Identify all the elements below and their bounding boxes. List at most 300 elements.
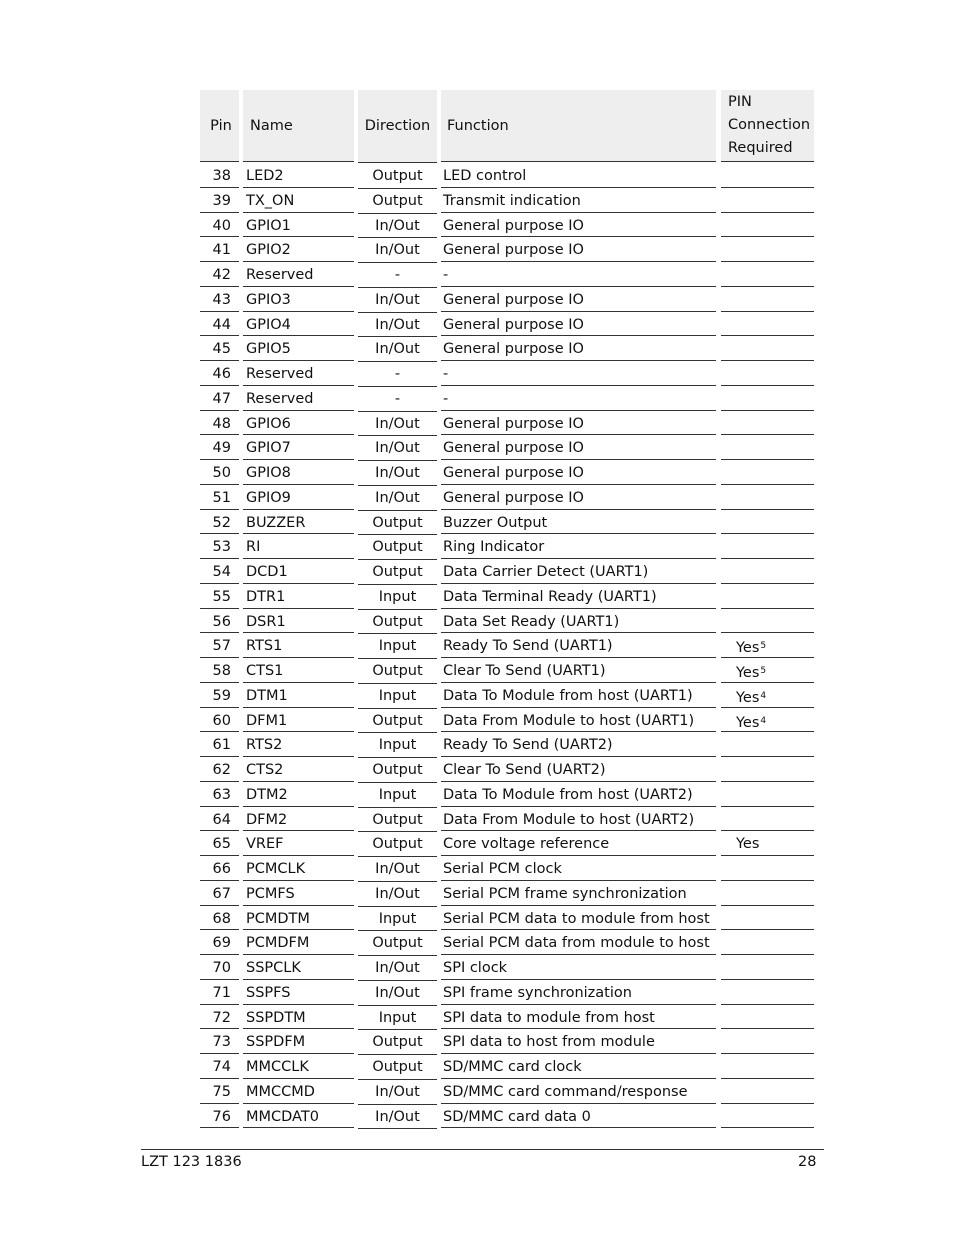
- name-cell-text: GPIO2: [246, 242, 291, 259]
- function-cell: [441, 1030, 716, 1054]
- name-cell-text: RI: [246, 539, 261, 556]
- table-row: [200, 956, 814, 981]
- function-cell: [441, 832, 716, 856]
- required-cell: [721, 585, 814, 609]
- direction-cell: [358, 535, 437, 560]
- direction-cell-text: In/Out: [375, 984, 420, 1001]
- function-cell-text: SD/MMC card data 0: [443, 1108, 591, 1125]
- required-cell: [721, 560, 814, 584]
- direction-cell: [358, 263, 437, 288]
- required-cell: [721, 238, 814, 262]
- function-cell-text: Ready To Send (UART1): [443, 638, 613, 655]
- function-cell-text: Core voltage reference: [443, 836, 610, 853]
- direction-cell-text: Output: [372, 712, 423, 729]
- required-cell: [721, 857, 814, 881]
- direction-cell: [358, 931, 437, 956]
- name-cell-text: PCMFS: [246, 885, 295, 902]
- function-cell-text: Clear To Send (UART1): [443, 663, 606, 679]
- direction-cell-text: Output: [372, 613, 423, 630]
- function-cell-text: Data Carrier Detect (UART1): [443, 564, 649, 580]
- function-cell-text: -: [443, 267, 449, 283]
- name-cell: [243, 956, 354, 980]
- function-cell: [441, 907, 716, 931]
- name-cell-text: Reserved: [246, 267, 314, 283]
- function-cell-text: General purpose IO: [443, 465, 584, 481]
- direction-cell-text: Input: [378, 687, 417, 704]
- name-cell: [243, 511, 354, 535]
- required-cell-text: Yes: [736, 836, 760, 853]
- table-row: [200, 1030, 814, 1055]
- name-cell: [243, 907, 354, 931]
- footnote-marker: 5: [760, 666, 767, 676]
- name-cell-text: PCMDFM: [246, 935, 310, 952]
- function-cell: [441, 783, 716, 807]
- required-cell: [721, 313, 814, 337]
- pin-cell-text: 43: [212, 291, 231, 308]
- required-cell: [721, 511, 814, 535]
- direction-cell: [358, 1105, 437, 1130]
- pin-cell: [200, 387, 239, 411]
- direction-cell-text: Input: [378, 910, 417, 927]
- name-cell: [243, 659, 354, 683]
- name-cell-text: MMCCLK: [246, 1059, 309, 1075]
- function-cell: [441, 659, 716, 683]
- pin-cell-text: 70: [212, 960, 231, 976]
- pin-cell: [200, 733, 239, 757]
- pin-cell-text: 46: [212, 366, 231, 382]
- function-cell: [441, 882, 716, 906]
- name-cell: [243, 758, 354, 782]
- required-cell: [721, 783, 814, 807]
- function-cell: [441, 610, 716, 634]
- table-row: [200, 1055, 814, 1080]
- pin-cell: [200, 585, 239, 609]
- required-cell: [721, 1030, 814, 1054]
- direction-cell: [358, 783, 437, 808]
- function-cell: [441, 684, 716, 708]
- function-cell-text: General purpose IO: [443, 489, 584, 506]
- pin-cell: [200, 1080, 239, 1104]
- direction-cell-text: Output: [372, 836, 423, 853]
- direction-cell: [358, 1055, 437, 1080]
- direction-cell-text: Output: [372, 564, 423, 580]
- function-cell-text: Clear To Send (UART2): [443, 762, 606, 778]
- direction-cell-text: In/Out: [375, 1108, 420, 1125]
- pin-cell: [200, 808, 239, 832]
- table-row: [200, 907, 814, 932]
- pin-cell: [200, 981, 239, 1005]
- function-cell-text: General purpose IO: [443, 242, 584, 259]
- direction-cell: [358, 981, 437, 1006]
- table-row: [200, 461, 814, 486]
- direction-cell-text: Output: [372, 192, 423, 209]
- function-cell: [441, 486, 716, 510]
- direction-cell: [358, 659, 437, 684]
- name-cell-text: MMCDAT0: [246, 1108, 319, 1125]
- pin-cell: [200, 486, 239, 510]
- name-cell: [243, 1030, 354, 1054]
- pin-cell: [200, 1030, 239, 1054]
- name-cell: [243, 164, 354, 188]
- required-cell: [721, 1105, 814, 1129]
- table-row: [200, 709, 814, 734]
- table-row: [200, 412, 814, 437]
- pin-cell: [200, 337, 239, 361]
- pin-cell: [200, 1105, 239, 1129]
- document-id: LZT 123 1836: [141, 1154, 242, 1170]
- pin-cell-text: 51: [212, 489, 231, 506]
- direction-cell: [358, 238, 437, 263]
- name-cell: [243, 1006, 354, 1030]
- name-cell: [243, 461, 354, 485]
- direction-cell: [358, 189, 437, 214]
- function-cell: [441, 214, 716, 238]
- pin-cell: [200, 263, 239, 287]
- name-cell-text: LED2: [246, 168, 284, 184]
- required-cell: [721, 684, 814, 708]
- pin-table: [200, 90, 814, 1129]
- name-cell: [243, 337, 354, 361]
- required-cell: [721, 164, 814, 188]
- pin-cell: [200, 189, 239, 213]
- table-row: [200, 783, 814, 808]
- name-cell-text: RTS2: [246, 737, 283, 754]
- name-cell-text: DSR1: [246, 613, 286, 630]
- pin-cell: [200, 436, 239, 460]
- direction-cell: [358, 288, 437, 313]
- table-row: [200, 832, 814, 857]
- pin-cell: [200, 313, 239, 337]
- function-cell: [441, 1105, 716, 1129]
- function-cell: [441, 808, 716, 832]
- function-cell: [441, 313, 716, 337]
- function-cell-text: SPI data to module from host: [443, 1009, 655, 1026]
- required-cell: [721, 956, 814, 980]
- name-cell: [243, 981, 354, 1005]
- pin-cell: [200, 684, 239, 708]
- direction-cell-text: Output: [372, 168, 423, 184]
- required-cell: [721, 362, 814, 386]
- direction-cell-text: Output: [372, 935, 423, 952]
- name-cell: [243, 238, 354, 262]
- pin-cell: [200, 1055, 239, 1079]
- required-cell: [721, 832, 814, 856]
- direction-cell-text: In/Out: [375, 885, 420, 902]
- direction-cell: [358, 461, 437, 486]
- direction-cell: [358, 585, 437, 610]
- required-cell: [721, 808, 814, 832]
- table-row: [200, 535, 814, 560]
- required-cell: [721, 634, 814, 658]
- name-cell: [243, 610, 354, 634]
- direction-cell: [358, 313, 437, 338]
- header-pin: Pin: [200, 90, 239, 162]
- function-cell-text: General purpose IO: [443, 316, 584, 333]
- name-cell: [243, 313, 354, 337]
- required-cell: [721, 907, 814, 931]
- name-cell-text: SSPDFM: [246, 1034, 306, 1051]
- pin-cell: [200, 783, 239, 807]
- name-cell-text: DTM2: [246, 786, 288, 803]
- pin-cell: [200, 610, 239, 634]
- name-cell-text: GPIO3: [246, 291, 291, 308]
- function-cell: [441, 461, 716, 485]
- function-cell: [441, 164, 716, 188]
- function-cell-text: General purpose IO: [443, 291, 584, 308]
- direction-cell-text: Output: [372, 514, 423, 531]
- name-cell-text: GPIO8: [246, 465, 291, 481]
- function-cell-text: SPI clock: [443, 960, 508, 976]
- function-cell-text: Transmit indication: [443, 192, 581, 209]
- table-row: [200, 610, 814, 635]
- direction-cell-text: Output: [372, 1034, 423, 1051]
- direction-cell: [358, 907, 437, 932]
- function-cell: [441, 634, 716, 658]
- required-cell: [721, 931, 814, 955]
- name-cell: [243, 783, 354, 807]
- direction-cell: [358, 486, 437, 511]
- function-cell-text: Data Terminal Ready (UART1): [443, 588, 657, 605]
- direction-cell-text: Output: [372, 762, 423, 778]
- function-cell: [441, 709, 716, 733]
- required-cell: [721, 486, 814, 510]
- name-cell-text: Reserved: [246, 366, 314, 382]
- name-cell: [243, 832, 354, 856]
- pin-cell-text: 75: [212, 1083, 231, 1100]
- function-cell-text: General purpose IO: [443, 415, 584, 432]
- direction-cell: [358, 709, 437, 734]
- name-cell-text: DFM2: [246, 811, 288, 828]
- required-cell-text: Yes: [736, 665, 760, 681]
- name-cell-text: SSPFS: [246, 984, 291, 1001]
- function-cell: [441, 981, 716, 1005]
- pin-cell-text: 53: [212, 539, 231, 556]
- table-row: [200, 313, 814, 338]
- pin-cell-text: 63: [212, 786, 231, 803]
- name-cell-text: GPIO6: [246, 415, 291, 432]
- name-cell-text: VREF: [246, 836, 284, 853]
- direction-cell: [358, 832, 437, 857]
- header-name: Name: [243, 90, 354, 162]
- pin-cell: [200, 560, 239, 584]
- function-cell-text: -: [443, 366, 449, 382]
- pin-cell: [200, 659, 239, 683]
- name-cell-text: CTS1: [246, 663, 284, 679]
- pin-cell-text: 59: [212, 687, 231, 704]
- name-cell: [243, 1055, 354, 1079]
- required-cell: [721, 981, 814, 1005]
- direction-cell: [358, 684, 437, 709]
- direction-cell: [358, 362, 437, 387]
- required-cell: [721, 659, 814, 683]
- required-cell: [721, 758, 814, 782]
- pin-cell: [200, 931, 239, 955]
- pin-cell: [200, 214, 239, 238]
- function-cell-text: Ring Indicator: [443, 539, 545, 556]
- name-cell-text: GPIO5: [246, 341, 291, 358]
- pin-cell-text: 73: [212, 1034, 231, 1051]
- direction-cell-text: Output: [372, 1059, 423, 1075]
- pin-cell: [200, 758, 239, 782]
- required-cell: [721, 263, 814, 287]
- direction-cell: [358, 337, 437, 362]
- name-cell: [243, 412, 354, 436]
- name-cell-text: DFM1: [246, 712, 288, 729]
- direction-cell: [358, 882, 437, 907]
- name-cell-text: Reserved: [246, 390, 314, 407]
- required-cell: [721, 337, 814, 361]
- pin-cell-text: 47: [212, 390, 231, 407]
- pin-cell-text: 44: [212, 316, 231, 333]
- function-cell: [441, 758, 716, 782]
- name-cell-text: PCMDTM: [246, 910, 310, 927]
- table-row: [200, 808, 814, 833]
- direction-cell-text: In/Out: [375, 291, 420, 308]
- pin-cell-text: 67: [212, 885, 231, 902]
- required-cell: [721, 535, 814, 559]
- required-cell: [721, 412, 814, 436]
- name-cell-text: GPIO4: [246, 316, 291, 333]
- pin-cell-text: 56: [212, 613, 231, 630]
- function-cell: [441, 560, 716, 584]
- pin-cell: [200, 511, 239, 535]
- pin-cell: [200, 832, 239, 856]
- pin-cell-text: 64: [212, 811, 231, 828]
- direction-cell: [358, 412, 437, 437]
- name-cell: [243, 585, 354, 609]
- required-cell: [721, 288, 814, 312]
- direction-cell: [358, 511, 437, 536]
- function-cell: [441, 511, 716, 535]
- function-cell: [441, 1006, 716, 1030]
- function-cell: [441, 956, 716, 980]
- pin-cell-text: 50: [212, 465, 231, 481]
- function-cell-text: SD/MMC card command/response: [443, 1083, 688, 1100]
- table-row: [200, 857, 814, 882]
- header-function: Function: [441, 90, 716, 162]
- name-cell-text: CTS2: [246, 762, 284, 778]
- direction-cell: [358, 634, 437, 659]
- table-row: [200, 1105, 814, 1130]
- table-row: [200, 1080, 814, 1105]
- name-cell-text: GPIO7: [246, 440, 291, 457]
- function-cell: [441, 189, 716, 213]
- function-cell-text: Data From Module to host (UART1): [443, 712, 695, 729]
- name-cell: [243, 288, 354, 312]
- table-row: [200, 981, 814, 1006]
- pin-cell-text: 68: [212, 910, 231, 927]
- required-cell: [721, 882, 814, 906]
- required-cell: [721, 189, 814, 213]
- direction-cell-text: -: [394, 267, 401, 283]
- pin-cell-text: 57: [212, 638, 231, 655]
- direction-cell-text: In/Out: [375, 341, 420, 358]
- function-cell-text: LED control: [443, 168, 527, 184]
- direction-cell: [358, 610, 437, 635]
- function-cell-text: SPI data to host from module: [443, 1034, 655, 1051]
- function-cell-text: Serial PCM data to module from host: [443, 910, 710, 927]
- pin-cell-text: 74: [212, 1059, 231, 1075]
- page-number: 28: [798, 1154, 817, 1170]
- direction-cell-text: Input: [378, 588, 417, 605]
- required-cell: [721, 1006, 814, 1030]
- name-cell-text: PCMCLK: [246, 861, 306, 877]
- direction-cell-text: In/Out: [375, 316, 420, 333]
- direction-cell-text: Input: [378, 1009, 417, 1026]
- pin-cell-text: 40: [212, 217, 231, 234]
- direction-cell: [358, 1006, 437, 1031]
- name-cell-text: DTR1: [246, 588, 286, 605]
- required-cell-text: Yes: [736, 640, 760, 657]
- function-cell-text: General purpose IO: [443, 440, 584, 457]
- table-row: [200, 189, 814, 214]
- direction-cell: [358, 560, 437, 585]
- pin-cell-text: 60: [212, 712, 231, 729]
- direction-cell: [358, 808, 437, 833]
- required-cell-text: Yes: [736, 689, 760, 706]
- direction-cell-text: In/Out: [375, 960, 420, 976]
- name-cell: [243, 931, 354, 955]
- pin-cell: [200, 164, 239, 188]
- pin-cell: [200, 412, 239, 436]
- table-header: [200, 90, 814, 164]
- function-cell: [441, 857, 716, 881]
- pin-cell-text: 72: [212, 1009, 231, 1026]
- footnote-marker: 4: [760, 690, 767, 701]
- name-cell: [243, 486, 354, 510]
- direction-cell: [358, 387, 437, 412]
- function-cell-text: Data From Module to host (UART2): [443, 811, 695, 828]
- table-row: [200, 511, 814, 536]
- name-cell-text: MMCCMD: [246, 1083, 315, 1100]
- function-cell: [441, 585, 716, 609]
- direction-cell: [358, 1080, 437, 1105]
- direction-cell-text: In/Out: [375, 440, 420, 457]
- table-row: [200, 214, 814, 239]
- name-cell: [243, 560, 354, 584]
- name-cell: [243, 1080, 354, 1104]
- name-cell-text: SSPDTM: [246, 1009, 306, 1026]
- function-cell-text: SPI frame synchronization: [443, 984, 632, 1001]
- function-cell: [441, 288, 716, 312]
- direction-cell: [358, 1030, 437, 1055]
- function-cell-text: Serial PCM clock: [443, 861, 562, 877]
- direction-cell-text: -: [394, 366, 401, 382]
- table-row: [200, 882, 814, 907]
- pin-cell: [200, 238, 239, 262]
- table-row: [200, 164, 814, 189]
- table-row: [200, 288, 814, 313]
- required-cell: [721, 387, 814, 411]
- function-cell: [441, 436, 716, 460]
- name-cell: [243, 882, 354, 906]
- direction-cell-text: In/Out: [375, 1083, 420, 1100]
- pin-cell-text: 41: [212, 242, 231, 259]
- direction-cell-text: In/Out: [375, 217, 420, 234]
- direction-cell-text: -: [394, 390, 401, 407]
- table-row: [200, 263, 814, 288]
- function-cell: [441, 535, 716, 559]
- name-cell: [243, 684, 354, 708]
- table-body: [200, 164, 814, 1129]
- pin-cell-text: 62: [212, 762, 231, 778]
- name-cell: [243, 362, 354, 386]
- direction-cell-text: In/Out: [375, 415, 420, 432]
- required-cell: [721, 1055, 814, 1079]
- direction-cell-text: In/Out: [375, 465, 420, 481]
- name-cell-text: SSPCLK: [246, 960, 301, 976]
- pin-cell: [200, 535, 239, 559]
